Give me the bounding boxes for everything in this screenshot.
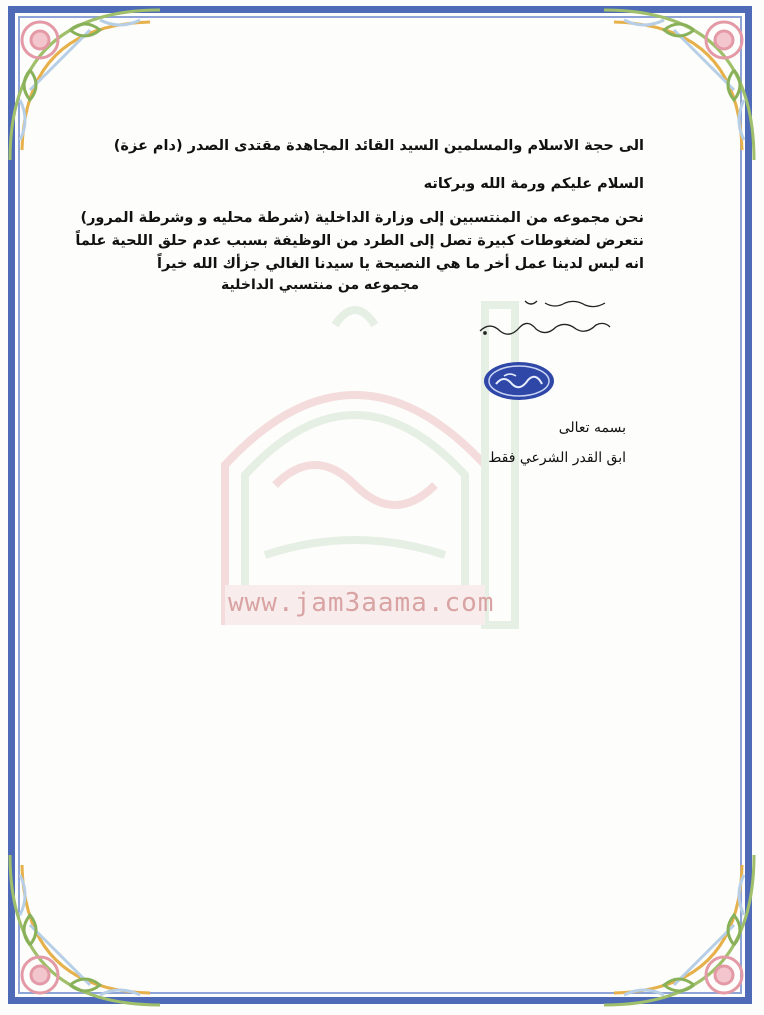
letter-salutation: الى حجة الاسلام والمسلمين السيد القائد المجاهدة مقتدى الصدر (دام عزة) xyxy=(113,138,644,154)
letter-signoff: مجموعه من منتسبي الداخلية xyxy=(220,277,419,293)
reply-text: ابق القدر الشرعي فقط xyxy=(488,450,626,466)
reply-heading: بسمه تعالى xyxy=(558,420,626,436)
corner-ornament-icon xyxy=(0,845,170,1015)
stamp-seal-icon xyxy=(482,360,556,402)
letter-body-line: نحن مجموعه من المنتسبين إلى وزارة الداخلية (شرطة محليه و وشرطة المرور) xyxy=(80,210,644,226)
letter-greeting: السلام عليكم ورمة الله وبركاته xyxy=(423,176,644,192)
watermark-url: www.jam3aama.com xyxy=(228,588,495,618)
handwritten-signature-icon xyxy=(475,293,625,343)
letter-body-line: انه ليس لدينا عمل أخر ما هي النصيحة يا سيدنا الغالي جزأك الله خيراً xyxy=(157,256,644,272)
corner-ornament-icon xyxy=(594,845,764,1015)
letter-body-line: نتعرض لضغوطات كبيرة تصل إلى الطرد من الوظيفة بسبب عدم حلق اللحية علماً xyxy=(75,233,644,249)
